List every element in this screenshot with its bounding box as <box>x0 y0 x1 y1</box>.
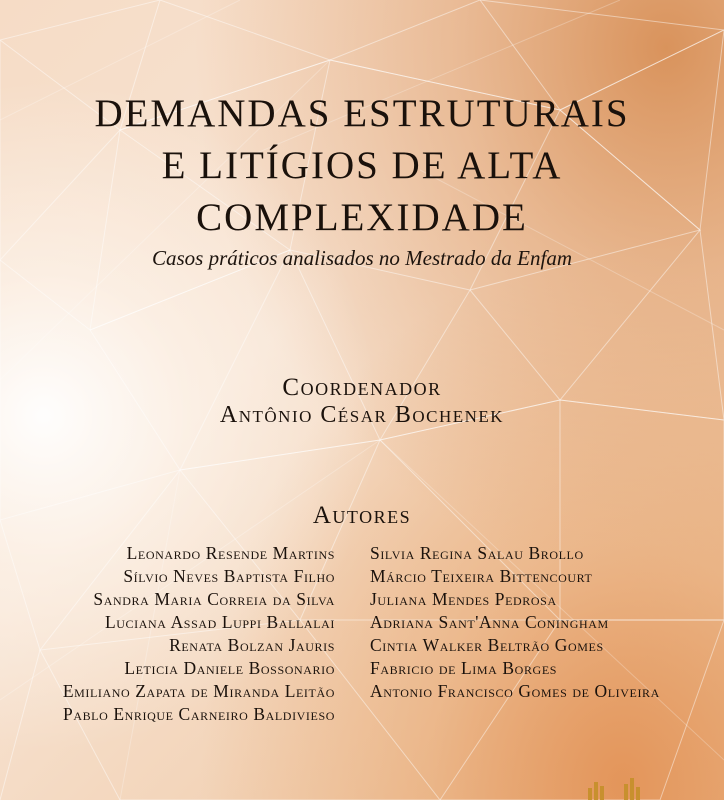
author-name: Luciana Assad Luppi Ballalai <box>105 612 335 632</box>
author-name: Pablo Enrique Carneiro Baldivieso <box>62 704 335 724</box>
author-name: Emiliano Zapata de Miranda Leitão <box>62 681 335 701</box>
author-name: Fabricio de Lima Borges <box>370 658 558 678</box>
author-name: Sílvio Neves Baptista Filho <box>123 566 335 586</box>
author-name: Juliana Mendes Pedrosa <box>370 589 557 609</box>
author-name: Silvia Regina Salau Brollo <box>370 543 584 563</box>
authors-label: Autores <box>312 502 412 529</box>
title-line-2: E LITÍGIOS DE ALTA <box>161 144 563 187</box>
title-line-1: DEMANDAS ESTRUTURAIS <box>94 92 630 135</box>
author-name: Leonardo Resende Martins <box>126 543 335 563</box>
authors-left-column <box>10 542 335 726</box>
title-line-3: COMPLEXIDADE <box>196 196 528 239</box>
coordinator-name: Antônio César Bochenek <box>219 402 505 428</box>
book-subtitle: Casos práticos analisados no Mestrado da Enfam <box>151 246 573 270</box>
authors-right-column <box>370 542 720 703</box>
author-name: Leticia Daniele Bossonario <box>124 658 335 678</box>
author-name: Cintia Walker Beltrão Gomes <box>370 635 604 655</box>
publisher-logo-icon <box>588 778 648 800</box>
author-name: Renata Bolzan Jauris <box>169 635 335 655</box>
author-name: Sandra Maria Correia da Silva <box>93 589 335 609</box>
author-name: Antonio Francisco Gomes de Oliveira <box>370 681 660 701</box>
author-name: Márcio Teixeira Bittencourt <box>370 566 593 586</box>
author-name: Adriana Sant'Anna Coningham <box>370 612 609 632</box>
book-title <box>0 88 724 244</box>
coordinator-label: Coordenador <box>282 374 442 401</box>
